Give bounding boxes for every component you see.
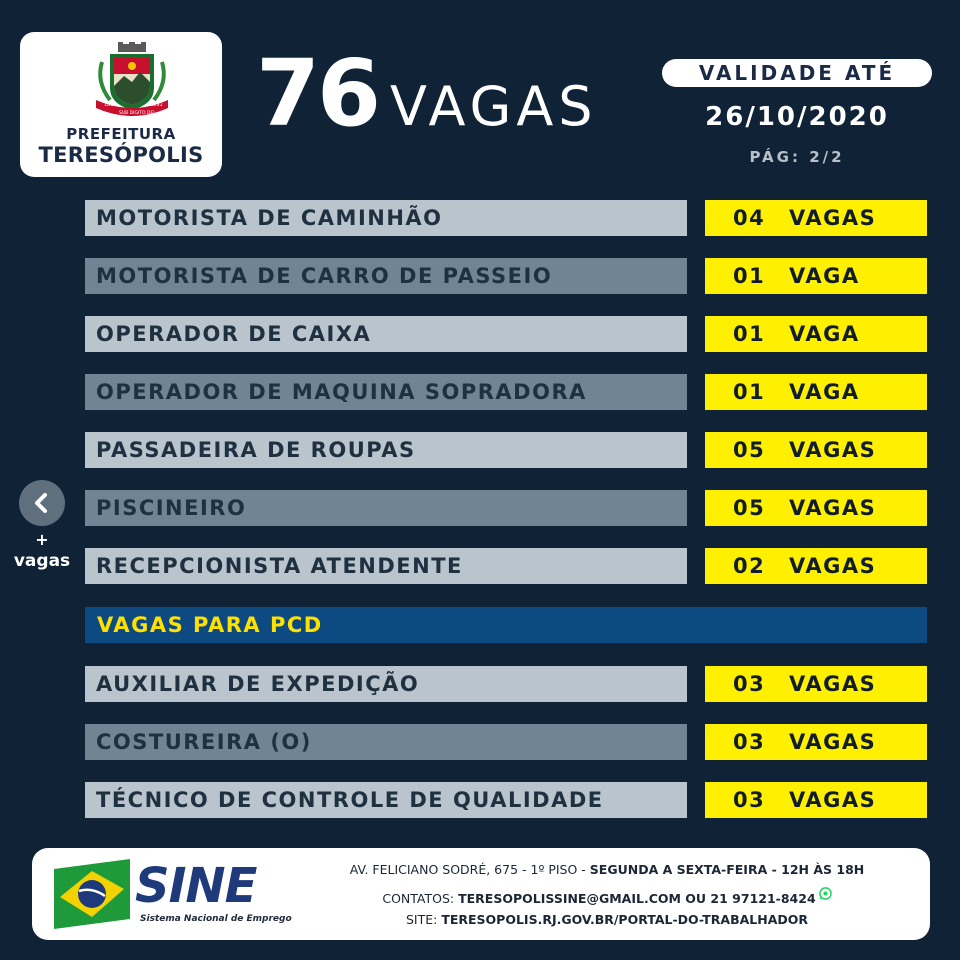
sine-brand: SINE xyxy=(135,858,257,914)
openings-unit: VAGA xyxy=(789,380,860,404)
openings-number: 03 xyxy=(733,788,766,812)
openings-unit: VAGAS xyxy=(789,730,877,754)
openings-unit: VAGA xyxy=(789,264,860,288)
job-row xyxy=(85,782,927,818)
crest-motto: SUB DIGITO DEI xyxy=(119,111,155,116)
job-title: PASSADEIRA DE ROUPAS xyxy=(85,432,687,468)
headline xyxy=(256,40,598,147)
chevron-left-icon xyxy=(31,492,53,514)
crest-year-right: 1891 xyxy=(150,102,163,108)
logo-prefeitura-text: PREFEITURA xyxy=(66,125,176,143)
openings-count-badge xyxy=(705,782,927,818)
openings-number: 02 xyxy=(733,554,766,578)
job-row xyxy=(85,548,927,584)
footer-contacts-label: CONTATOS: xyxy=(382,891,459,906)
openings-number: 01 xyxy=(733,380,766,404)
more-openings-plus[interactable]: + xyxy=(35,530,49,549)
openings-number: 01 xyxy=(733,322,766,346)
validity-date: 26/10/2020 xyxy=(705,102,889,132)
whatsapp-icon xyxy=(819,887,832,900)
openings-count-badge xyxy=(705,200,927,236)
openings-count-badge xyxy=(705,316,927,352)
footer xyxy=(32,848,930,940)
footer-address-line xyxy=(302,862,912,877)
previous-page-button[interactable] xyxy=(19,480,65,526)
footer-contacts[interactable]: TERESOPOLISSINE@GMAIL.COM OU 21 97121-8424 xyxy=(458,891,816,906)
openings-unit: VAGAS xyxy=(789,788,877,812)
openings-unit: VAGAS xyxy=(789,496,877,520)
job-row xyxy=(85,258,927,294)
job-title: MOTORISTA DE CARRO DE PASSEIO xyxy=(85,258,687,294)
openings-count-badge xyxy=(705,548,927,584)
job-title: RECEPCIONISTA ATENDENTE xyxy=(85,548,687,584)
job-title: COSTUREIRA (O) xyxy=(85,724,687,760)
brazil-flag-icon xyxy=(54,859,130,929)
openings-count-badge xyxy=(705,724,927,760)
job-title: TÉCNICO DE CONTROLE DE QUALIDADE xyxy=(85,782,687,818)
job-title: OPERADOR DE MAQUINA SOPRADORA xyxy=(85,374,687,410)
footer-site-label: SITE: xyxy=(405,912,442,927)
job-row xyxy=(85,490,927,526)
prefeitura-logo xyxy=(20,32,222,177)
footer-contacts-line xyxy=(302,887,912,906)
openings-number: 01 xyxy=(733,264,766,288)
city-crest-icon xyxy=(92,42,172,124)
sine-subtitle: Sistema Nacional de Emprego xyxy=(140,914,292,924)
job-title: MOTORISTA DE CAMINHÃO xyxy=(85,200,687,236)
openings-number: 04 xyxy=(733,206,766,230)
openings-number: 03 xyxy=(733,730,766,754)
job-row xyxy=(85,432,927,468)
job-row xyxy=(85,666,927,702)
openings-count-badge xyxy=(705,432,927,468)
openings-count-badge xyxy=(705,374,927,410)
job-row xyxy=(85,724,927,760)
openings-unit: VAGAS xyxy=(789,438,877,462)
job-row xyxy=(85,316,927,352)
openings-count-badge xyxy=(705,490,927,526)
openings-number: 05 xyxy=(733,438,766,462)
openings-unit: VAGAS xyxy=(789,672,877,696)
footer-site-link[interactable]: TERESOPOLIS.RJ.GOV.BR/PORTAL-DO-TRABALHADOR xyxy=(441,912,809,927)
job-title: AUXILIAR DE EXPEDIÇÃO xyxy=(85,666,687,702)
openings-number: 05 xyxy=(733,496,766,520)
total-openings-number: 76 xyxy=(256,40,379,147)
validity-label: VALIDADE ATÉ xyxy=(662,59,932,87)
openings-count-badge xyxy=(705,258,927,294)
footer-address: AV. FELICIANO SODRÉ, 675 - 1º PISO - xyxy=(349,862,590,877)
openings-number: 03 xyxy=(733,672,766,696)
openings-count-badge xyxy=(705,666,927,702)
job-row xyxy=(85,374,927,410)
footer-hours: SEGUNDA A SEXTA-FEIRA - 12H ÀS 18H xyxy=(589,862,865,877)
job-row xyxy=(85,200,927,236)
job-title: OPERADOR DE CAIXA xyxy=(85,316,687,352)
crest-year-left: 1891 xyxy=(104,102,117,108)
footer-site-line xyxy=(302,912,912,927)
page-indicator: PÁG: 2/2 xyxy=(749,148,845,166)
openings-unit: VAGAS xyxy=(789,554,877,578)
total-openings-label: VAGAS xyxy=(390,75,598,138)
job-title: PISCINEIRO xyxy=(85,490,687,526)
openings-unit: VAGAS xyxy=(789,206,877,230)
more-openings-label[interactable]: vagas xyxy=(13,551,71,571)
pcd-section-header: VAGAS PARA PCD xyxy=(85,607,927,643)
openings-unit: VAGA xyxy=(789,322,860,346)
logo-city-name: TERESÓPOLIS xyxy=(38,143,204,167)
